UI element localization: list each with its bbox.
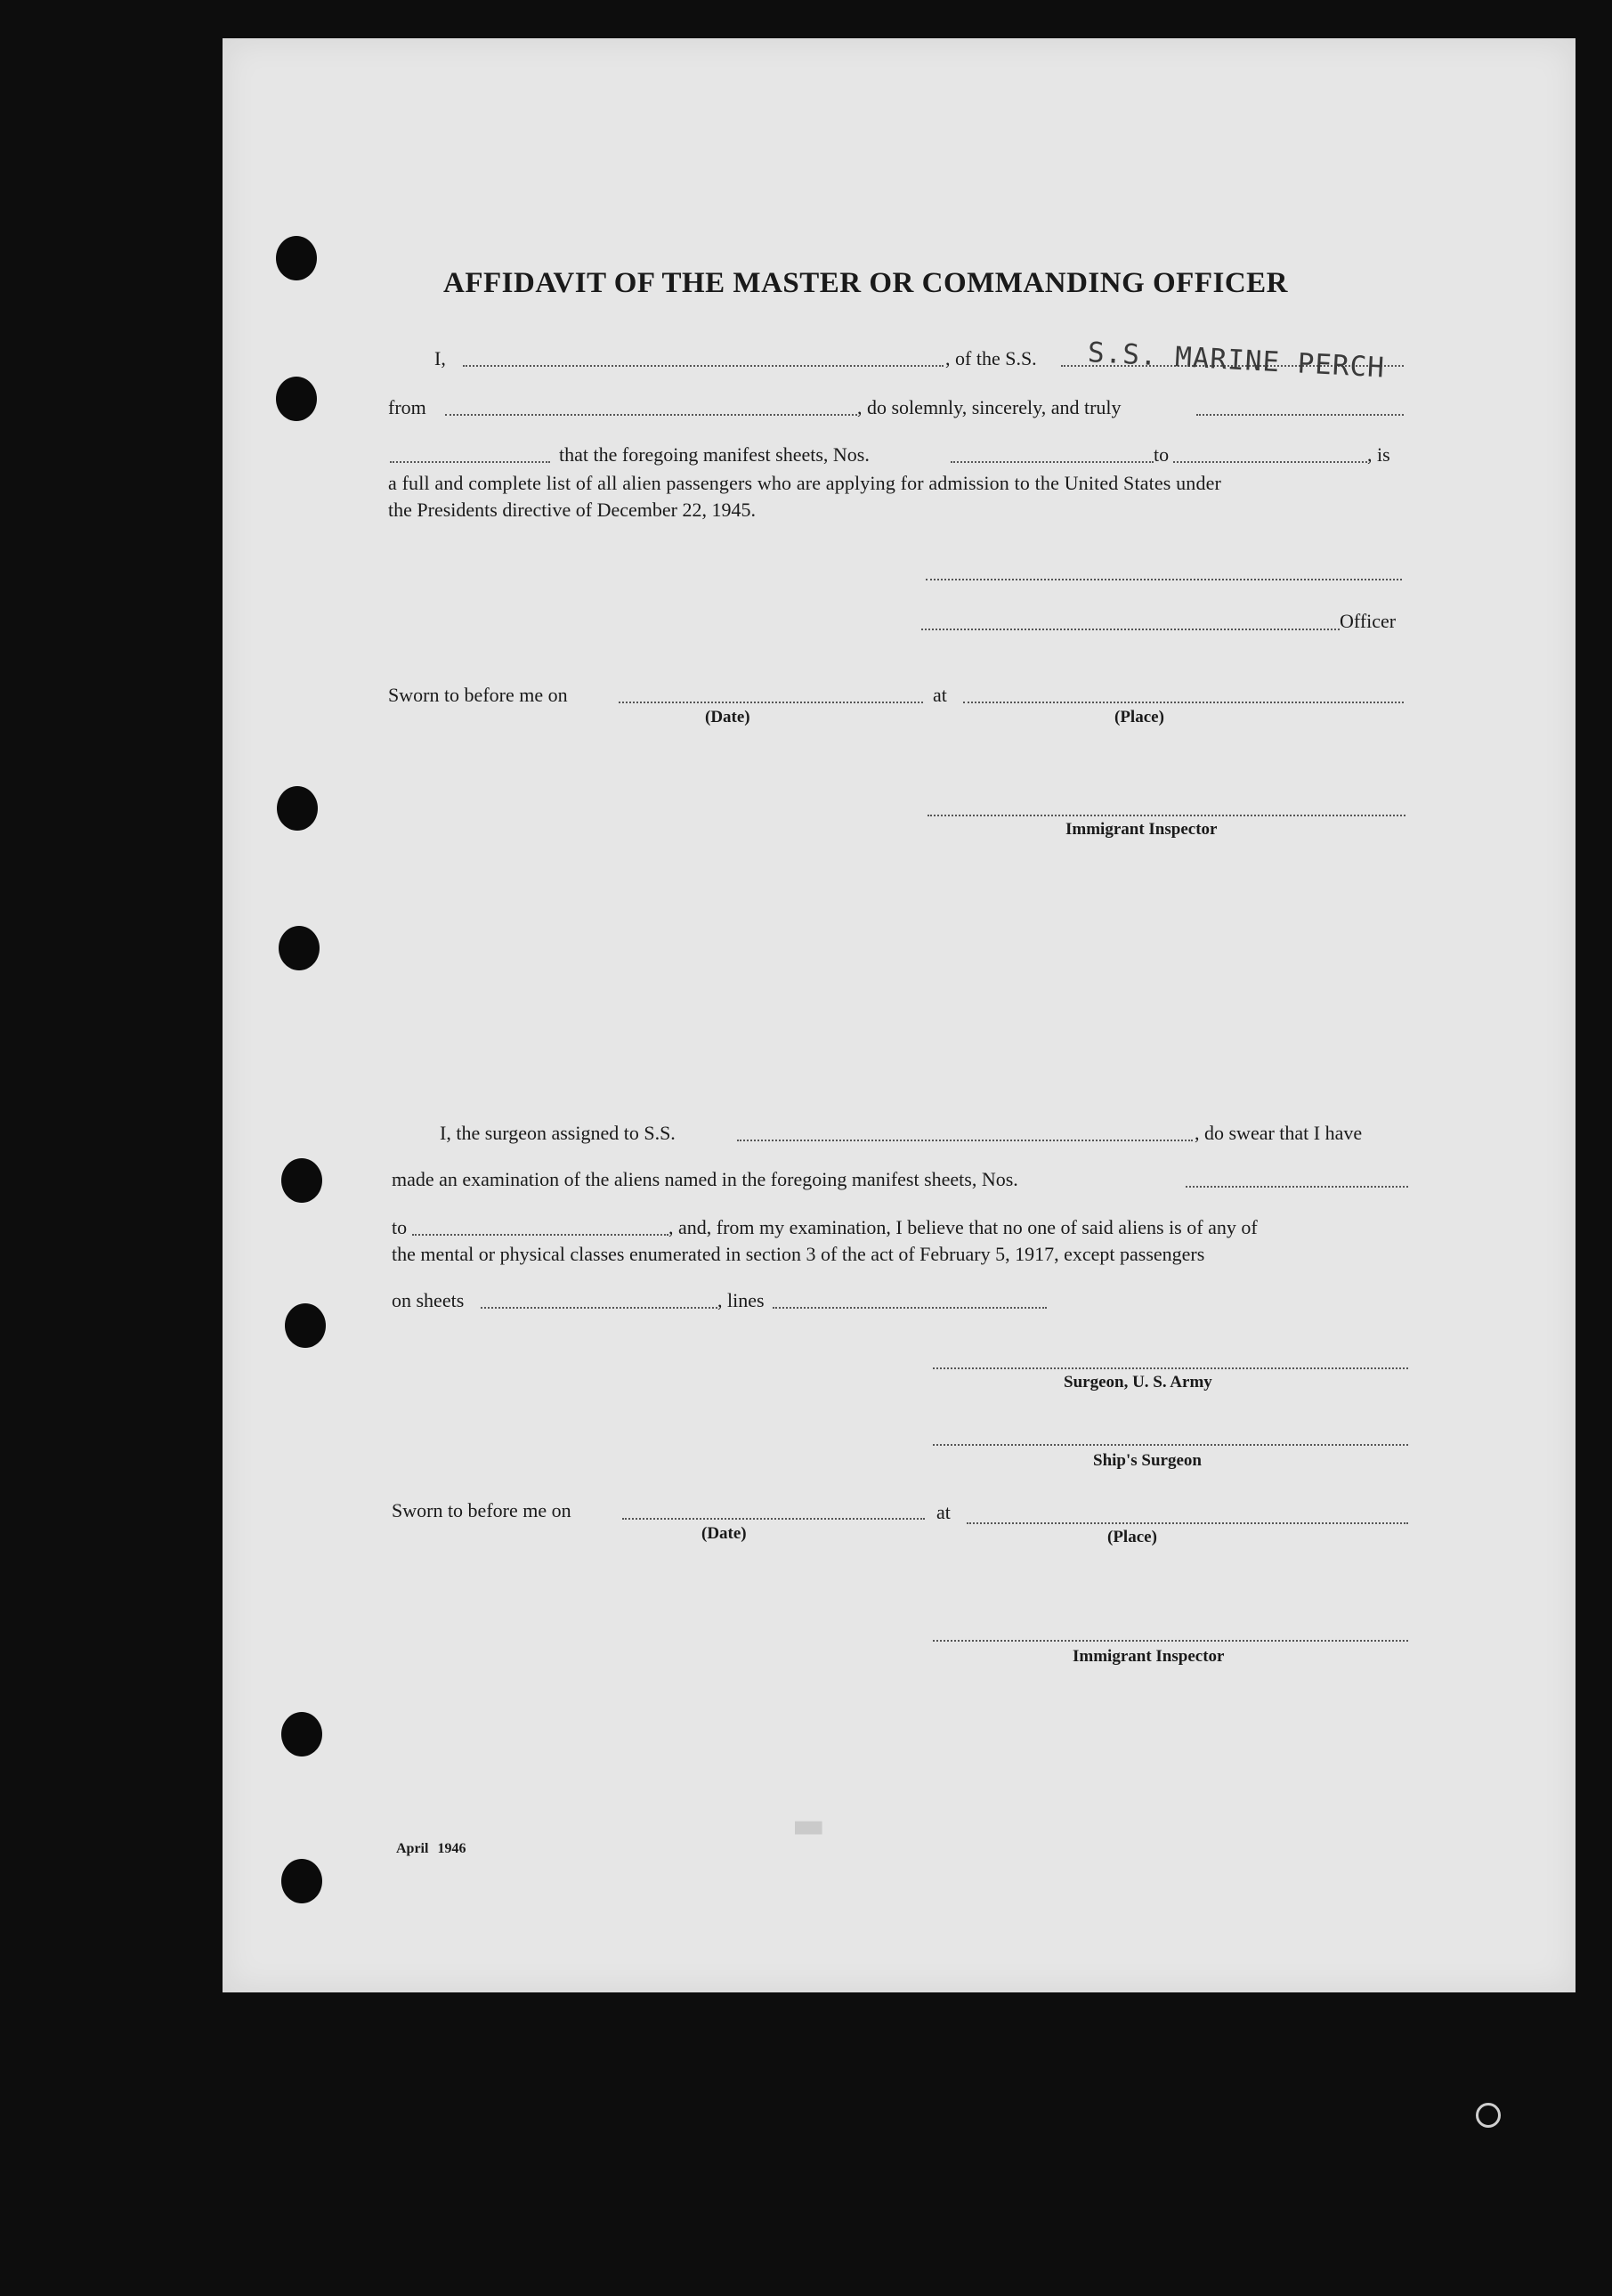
master-line1-prefix: I, <box>434 347 446 369</box>
surgeon-line2: made an examination of the aliens named in the foregoing manifest sheets, Nos. <box>392 1168 1018 1190</box>
punch-hole <box>276 377 317 421</box>
surgeon-sheets-field <box>481 1307 717 1309</box>
punch-hole <box>279 926 320 970</box>
truly-field <box>1196 414 1404 416</box>
master-sworn-place-field <box>963 702 1404 703</box>
ship-name-stamp: S.S. MARINE PERCH <box>1087 337 1386 385</box>
master-place-caption: (Place) <box>1114 708 1164 726</box>
surgeon-at-label: at <box>936 1501 951 1523</box>
surgeon-line1-prefix: I, the surgeon assigned to S.S. <box>440 1122 676 1144</box>
master-line1-mid: , of the S.S. <box>945 347 1037 369</box>
sheet-nos-from-field <box>951 461 1154 463</box>
master-sworn-label: Sworn to before me on <box>388 684 568 706</box>
surgeon-ship-field <box>737 1140 1193 1141</box>
master-line3-to: to <box>1154 443 1170 466</box>
officer-signature-line-1 <box>926 579 1402 580</box>
punch-hole <box>285 1303 326 1348</box>
master-inspector-label: Immigrant Inspector <box>1065 820 1218 839</box>
master-date-caption: (Date) <box>705 708 750 726</box>
punch-hole <box>281 1712 322 1756</box>
surgeon-to-field <box>412 1234 668 1236</box>
master-name-field <box>463 365 944 367</box>
page-title: AFFIDAVIT OF THE MASTER OR COMMANDING OFFICER <box>443 267 1288 299</box>
master-line2-prefix: from <box>388 396 426 418</box>
surgeon-line3-mid: , and, from my examination, I believe that no one of said aliens is of any of <box>668 1216 1258 1238</box>
surgeon-place-caption: (Place) <box>1107 1528 1157 1546</box>
from-field <box>445 414 857 416</box>
surgeon-inspector-label: Immigrant Inspector <box>1073 1647 1225 1666</box>
surgeon-line3-prefix: to <box>392 1216 408 1238</box>
oath-field <box>390 461 550 463</box>
surgeon-line5-prefix: on sheets <box>392 1289 465 1311</box>
surgeon-sworn-date-field <box>622 1518 925 1520</box>
punch-hole <box>281 1158 322 1203</box>
ships-surgeon-signature-line <box>933 1444 1408 1446</box>
surgeon-sworn-place-field <box>967 1522 1408 1524</box>
master-line2-mid: , do solemnly, sincerely, and truly <box>857 396 1122 418</box>
officer-label: Officer <box>1340 610 1397 632</box>
master-line4: a full and complete list of all alien passengers who are applying for admission to the United States under <box>388 472 1221 494</box>
surgeon-inspector-signature-line <box>933 1640 1408 1642</box>
punch-hole <box>276 236 317 280</box>
ships-surgeon-label: Ship's Surgeon <box>1093 1451 1202 1470</box>
army-surgeon-signature-line <box>933 1367 1408 1369</box>
sheet-nos-to-field <box>1173 461 1367 463</box>
army-surgeon-label: Surgeon, U. S. Army <box>1064 1373 1212 1391</box>
form-date: April 1946 <box>396 1841 466 1856</box>
document-sheet <box>223 38 1576 1992</box>
bleed-through-mark: ▮ <box>790 1817 832 1838</box>
surgeon-line1-end: , do swear that I have <box>1195 1122 1363 1144</box>
surgeon-line4: the mental or physical classes enumerated in section 3 of the act of February 5, 1917, except passengers <box>392 1243 1205 1265</box>
surgeon-nos-field <box>1186 1186 1408 1188</box>
master-line5: the Presidents directive of December 22, 1945. <box>388 499 756 521</box>
stray-mark <box>1476 2103 1501 2128</box>
officer-signature-line-2 <box>921 629 1340 630</box>
master-sworn-date-field <box>619 702 923 703</box>
master-line3-end: , is <box>1367 443 1390 466</box>
surgeon-sworn-label: Sworn to before me on <box>392 1499 571 1521</box>
surgeon-lines-field <box>773 1307 1047 1309</box>
punch-hole <box>281 1859 322 1903</box>
master-at-label: at <box>933 684 947 706</box>
punch-hole <box>277 786 318 831</box>
master-inspector-signature-line <box>928 815 1405 816</box>
master-line3-mid: that the foregoing manifest sheets, Nos. <box>559 443 870 466</box>
surgeon-line5-mid: , lines <box>717 1289 765 1311</box>
surgeon-date-caption: (Date) <box>701 1524 747 1543</box>
